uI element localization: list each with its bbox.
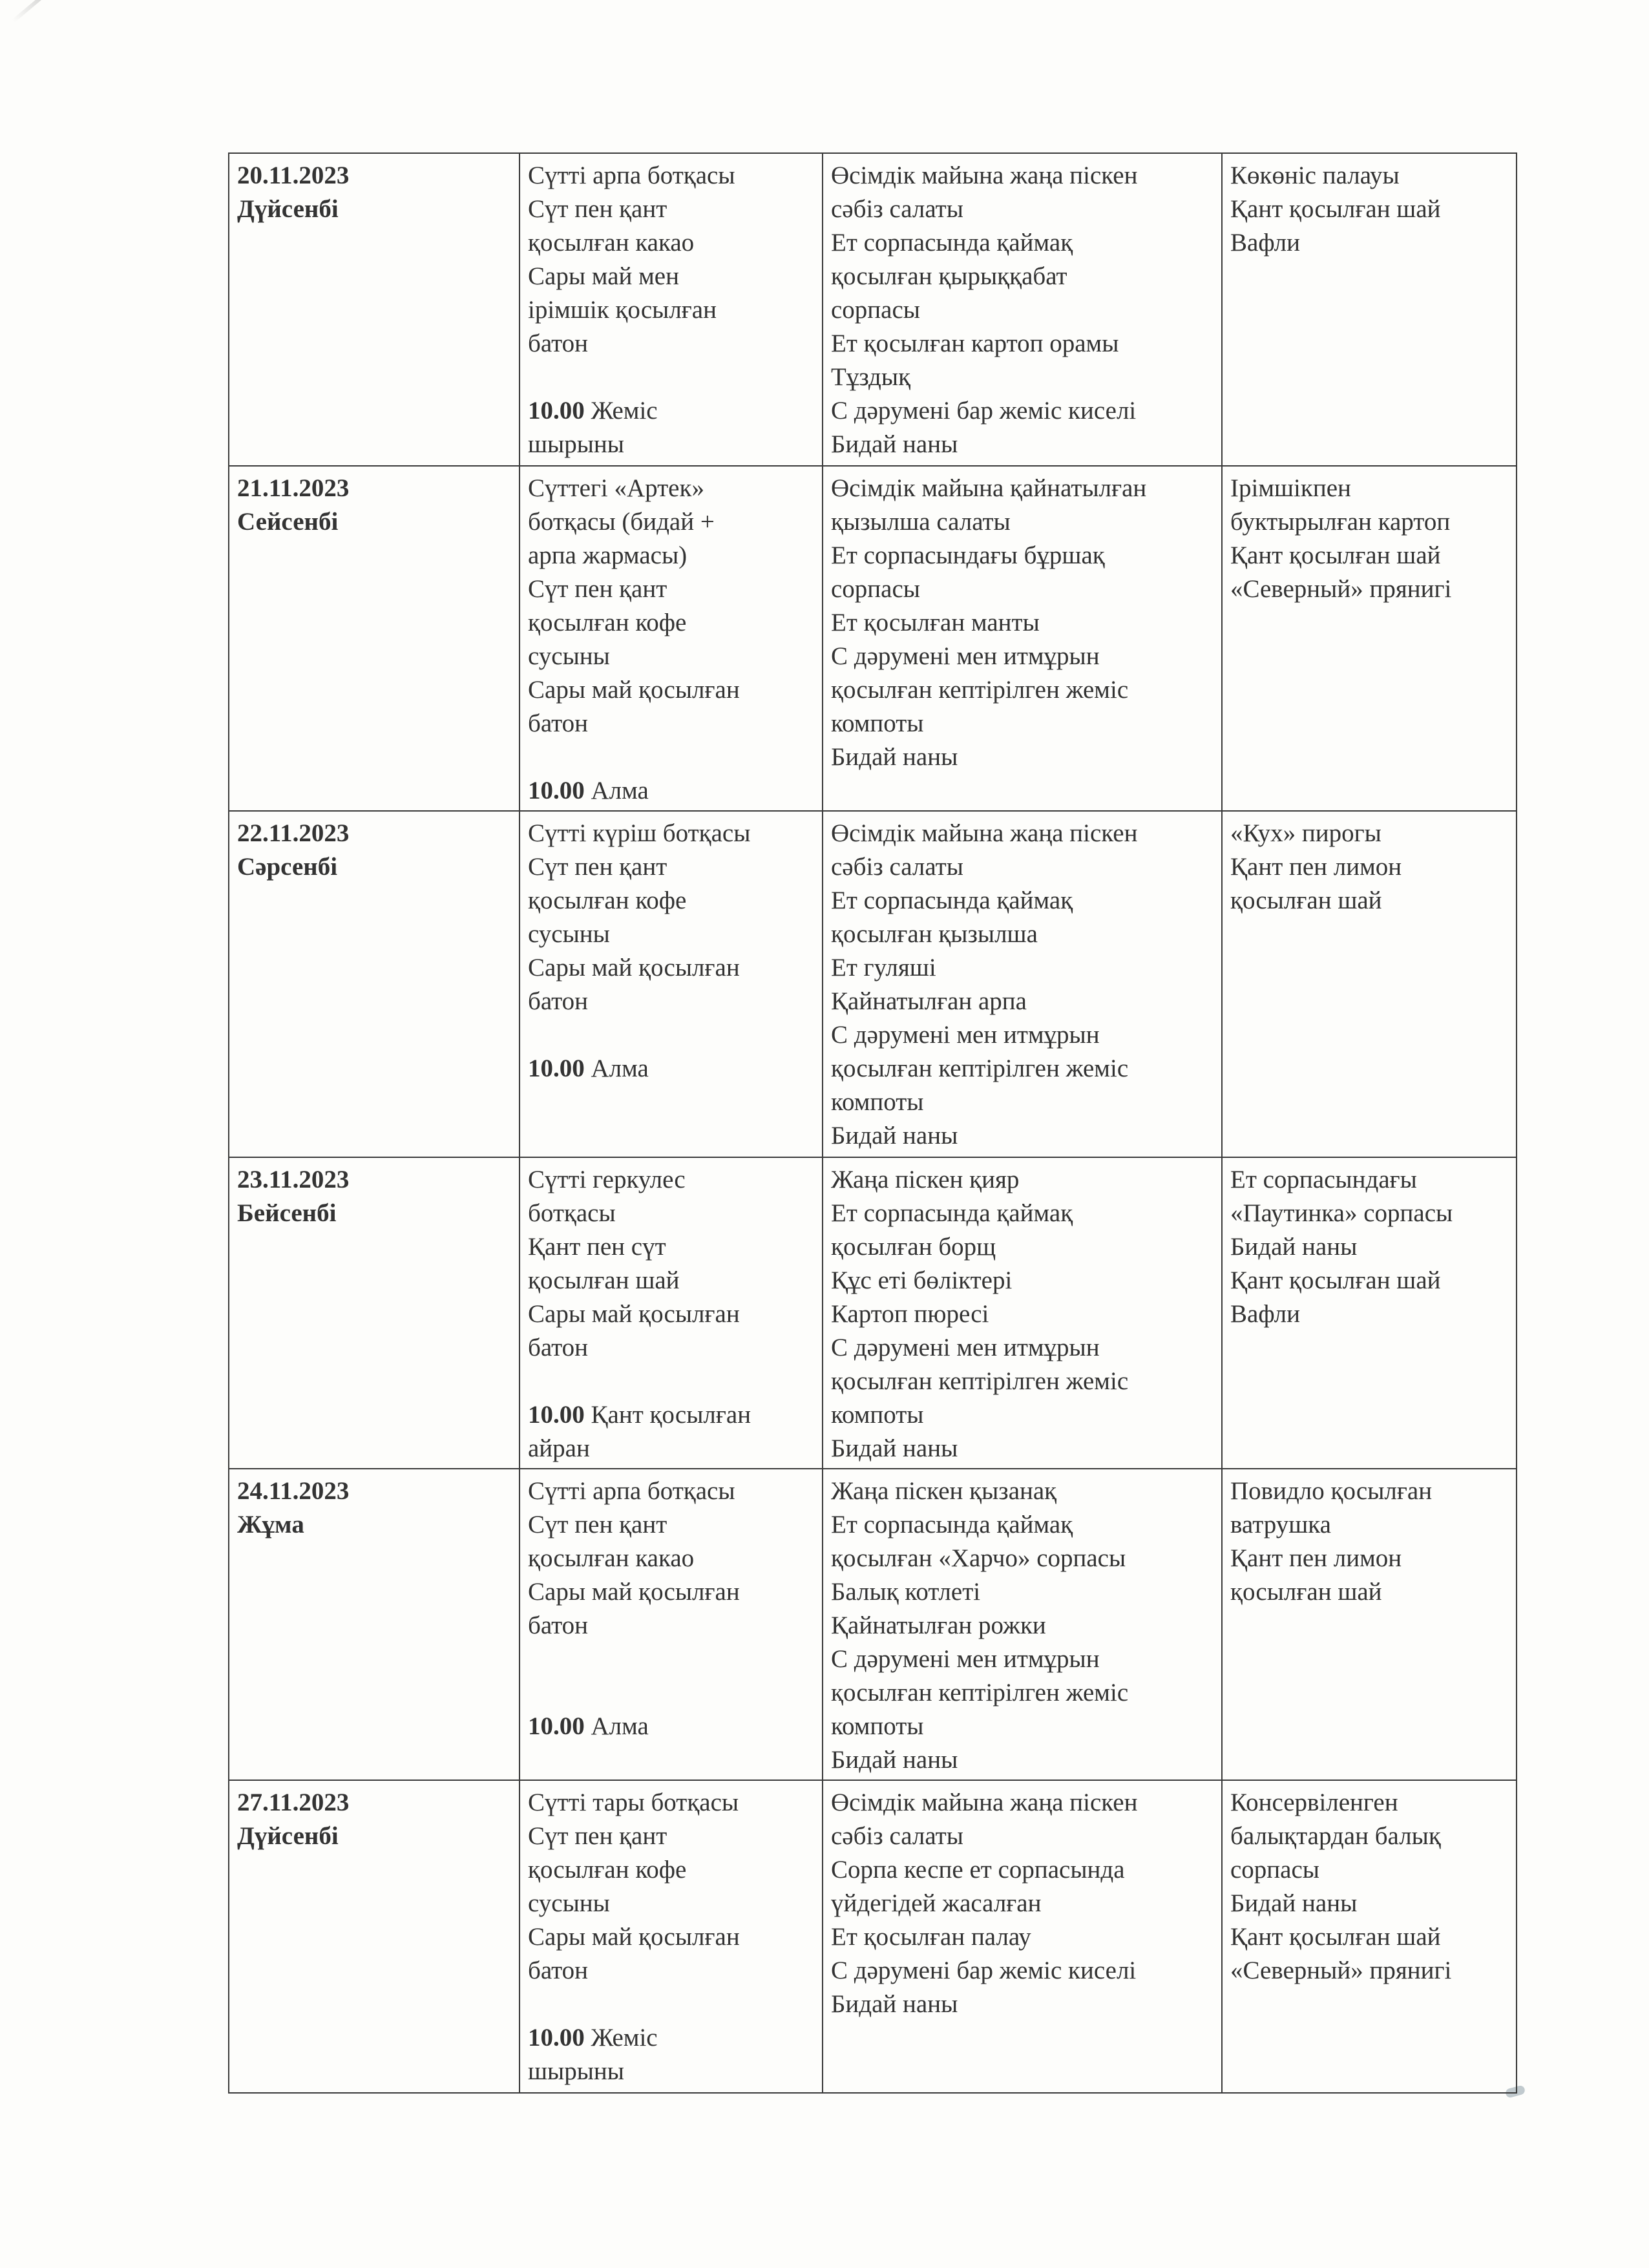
- menu-item-line: сусыны: [528, 642, 610, 670]
- snack-item: айран: [528, 1434, 590, 1462]
- snack-line: [528, 1052, 814, 1086]
- menu-row: [229, 1469, 1517, 1780]
- menu-item-line: Сары май мен: [528, 262, 679, 290]
- menu-item-line: Сүт пен қант: [528, 195, 667, 223]
- menu-item-line: қосылған борщ: [831, 1233, 996, 1261]
- menu-item-line: Қайнатылған рожки: [831, 1612, 1046, 1639]
- menu-item-line: сорпасы: [831, 575, 921, 603]
- snack-line: [528, 1710, 814, 1743]
- menu-item-line: Ет гуляші: [831, 954, 936, 982]
- menu-item-line: сорпасы: [831, 296, 921, 324]
- menu-item-line: арпа жармасы): [528, 541, 688, 569]
- menu-item-line: Картоп пюресі: [831, 1300, 989, 1328]
- menu-item-line: қосылған қырыққабат: [831, 262, 1067, 290]
- menu-item-line: компоты: [831, 1712, 924, 1740]
- menu-item-line: қосылған какао: [528, 1544, 695, 1572]
- menu-item-line: Сүтті арпа ботқасы: [528, 1477, 735, 1505]
- menu-item-line: Консервіленген: [1230, 1789, 1398, 1816]
- menu-row: [229, 1780, 1517, 2093]
- menu-item-line: Вафли: [1230, 1300, 1300, 1328]
- menu-row: [229, 153, 1517, 466]
- date-cell: [229, 1469, 520, 1780]
- menu-table-body: [229, 153, 1517, 2093]
- date-text: 21.11.2023: [237, 474, 350, 502]
- menu-item-line: Қант қосылған шай: [1230, 1923, 1441, 1951]
- snack-line: [528, 1398, 814, 1432]
- date-cell: [229, 811, 520, 1157]
- menu-item-line: қызылша салаты: [831, 508, 1011, 536]
- menu-row: [229, 1157, 1517, 1469]
- menu-item-line: Құс еті бөліктері: [831, 1266, 1013, 1294]
- menu-item-line: С дәрумені бар жеміс киселі: [831, 397, 1137, 425]
- menu-item-line: Көкөніс палауы: [1230, 162, 1400, 189]
- menu-item-line: «Северный» прянигі: [1230, 1957, 1452, 1984]
- menu-item-line: қосылған «Харчо» сорпасы: [831, 1544, 1126, 1572]
- menu-item-line: қосылған кептірілген жеміс: [831, 1679, 1129, 1706]
- menu-item-line: Сүтті күріш ботқасы: [528, 819, 751, 847]
- menu-item-line: С дәрумені мен итмұрын: [831, 1334, 1100, 1361]
- menu-item-line: қосылған кофе: [528, 609, 687, 636]
- snack-item: Жеміс: [591, 2024, 658, 2052]
- weekday-text: Дүйсенбі: [237, 1822, 339, 1850]
- date-text: 22.11.2023: [237, 819, 350, 847]
- menu-item-line: Өсімдік майына жаңа піскен: [831, 1789, 1138, 1816]
- menu-item-line: «Кух» пирогы: [1230, 819, 1381, 847]
- snack-line: [528, 2021, 814, 2055]
- menu-item-line: Сары май қосылған: [528, 1923, 740, 1951]
- lunch-cell: [823, 1780, 1222, 2093]
- menu-item-line: Сүтті геркулес: [528, 1166, 686, 1193]
- breakfast-cell: [520, 1780, 823, 2093]
- menu-item-line: «Паутинка» сорпасы: [1230, 1199, 1453, 1227]
- menu-item-line: С дәрумені мен итмұрын: [831, 1021, 1100, 1049]
- lunch-cell: [823, 1157, 1222, 1469]
- date-text: 23.11.2023: [237, 1166, 350, 1193]
- menu-item-line: Бидай наны: [831, 1990, 958, 2018]
- menu-item-line: батон: [528, 1334, 589, 1361]
- menu-item-line: батон: [528, 1957, 589, 1984]
- menu-item-line: қосылған шай: [1230, 1578, 1382, 1606]
- menu-item-line: Повидло қосылған: [1230, 1477, 1433, 1505]
- snack-line: [528, 774, 814, 808]
- menu-item-line: Сорпа кеспе ет сорпасында: [831, 1856, 1125, 1884]
- date-text: 24.11.2023: [237, 1477, 350, 1505]
- menu-item-line: сусыны: [528, 1889, 610, 1917]
- snack-item: Жеміс: [591, 397, 658, 425]
- afternoon-snack-cell: [1222, 811, 1517, 1157]
- snack-gap: [528, 1988, 814, 2021]
- menu-item-line: Жаңа піскен қияр: [831, 1166, 1020, 1193]
- snack-gap: [528, 1018, 814, 1052]
- menu-item-line: Қант қосылған шай: [1230, 1266, 1441, 1294]
- breakfast-cell: [520, 1157, 823, 1469]
- menu-item-line: Сары май қосылған: [528, 954, 740, 982]
- menu-item-line: компоты: [831, 1088, 924, 1116]
- menu-item-line: Сүт пен қант: [528, 1822, 667, 1850]
- lunch-cell: [823, 153, 1222, 466]
- menu-item-line: батон: [528, 987, 589, 1015]
- menu-item-line: үйдегідей жасалған: [831, 1889, 1042, 1917]
- weekday-text: Бейсенбі: [237, 1199, 337, 1227]
- afternoon-snack-cell: [1222, 1157, 1517, 1469]
- menu-item-line: Ірімшікпен: [1230, 474, 1351, 502]
- snack-line: [528, 428, 814, 461]
- menu-item-line: Бидай наны: [1230, 1233, 1358, 1261]
- snack-item: Алма: [591, 1712, 649, 1740]
- menu-item-line: Сүтті тары ботқасы: [528, 1789, 739, 1816]
- snack-gap: [528, 740, 814, 774]
- menu-item-line: қосылған кептірілген жеміс: [831, 1055, 1129, 1082]
- snack-item: шырыны: [528, 2057, 625, 2085]
- menu-item-line: «Северный» прянигі: [1230, 575, 1452, 603]
- weekday-text: Сейсенбі: [237, 508, 339, 536]
- snack-item: шырыны: [528, 430, 625, 458]
- weekday-text: Сәрсенбі: [237, 853, 338, 881]
- date-cell: [229, 153, 520, 466]
- menu-item-line: сәбіз салаты: [831, 1822, 963, 1850]
- menu-item-line: балықтардан балық: [1230, 1822, 1441, 1850]
- menu-item-line: Бидай наны: [831, 743, 958, 771]
- weekday-text: Жұма: [237, 1511, 304, 1538]
- lunch-cell: [823, 466, 1222, 811]
- menu-item-line: С дәрумені мен итмұрын: [831, 642, 1100, 670]
- menu-item-line: Сары май қосылған: [528, 1300, 740, 1328]
- snack-time: 10.00: [528, 2024, 585, 2052]
- menu-item-line: буктырылған картоп: [1230, 508, 1451, 536]
- menu-item-line: Сүт пен қант: [528, 1511, 667, 1538]
- menu-item-line: Сүтті арпа ботқасы: [528, 162, 735, 189]
- snack-gap: [528, 1365, 814, 1398]
- menu-item-line: сәбіз салаты: [831, 195, 963, 223]
- menu-item-line: қосылған какао: [528, 229, 695, 257]
- menu-item-line: С дәрумені бар жеміс киселі: [831, 1957, 1137, 1984]
- menu-item-line: қосылған кептірілген жеміс: [831, 676, 1129, 704]
- menu-item-line: Ет сорпасында қаймақ: [831, 1199, 1073, 1227]
- menu-item-line: қосылған кофе: [528, 1856, 687, 1884]
- menu-item-line: Жаңа піскен қызанақ: [831, 1477, 1057, 1505]
- snack-time: 10.00: [528, 1055, 585, 1082]
- lunch-cell: [823, 1469, 1222, 1780]
- lunch-cell: [823, 811, 1222, 1157]
- snack-gap: [528, 1643, 814, 1710]
- snack-line: [528, 2055, 814, 2088]
- menu-item-line: Сүт пен қант: [528, 575, 667, 603]
- menu-row: [229, 466, 1517, 811]
- menu-item-line: Тұздық: [831, 363, 911, 391]
- date-text: 20.11.2023: [237, 162, 350, 189]
- menu-item-line: Өсімдік майына қайнатылған: [831, 474, 1147, 502]
- menu-item-line: батон: [528, 1612, 589, 1639]
- menu-item-line: қосылған кофе: [528, 887, 687, 914]
- menu-item-line: Ет сорпасындағы бұршақ: [831, 541, 1105, 569]
- menu-item-line: Бидай наны: [831, 430, 958, 458]
- menu-item-line: Бидай наны: [831, 1434, 958, 1462]
- snack-item: Алма: [591, 777, 649, 804]
- menu-item-line: Ет қосылған картоп орамы: [831, 330, 1119, 357]
- menu-item-line: сусыны: [528, 920, 610, 948]
- menu-item-line: Ет қосылған палау: [831, 1923, 1031, 1951]
- breakfast-cell: [520, 1469, 823, 1780]
- snack-time: 10.00: [528, 1712, 585, 1740]
- menu-item-line: Сүт пен қант: [528, 853, 667, 881]
- snack-gap: [528, 361, 814, 394]
- date-cell: [229, 466, 520, 811]
- menu-item-line: қосылған қызылша: [831, 920, 1038, 948]
- menu-item-line: Ет сорпасындағы: [1230, 1166, 1417, 1193]
- menu-item-line: қосылған шай: [528, 1266, 680, 1294]
- menu-item-line: Өсімдік майына жаңа піскен: [831, 162, 1138, 189]
- scan-artifact-streak: [12, 0, 128, 23]
- menu-item-line: Бидай наны: [831, 1746, 958, 1774]
- date-text: 27.11.2023: [237, 1789, 350, 1816]
- snack-time: 10.00: [528, 777, 585, 804]
- menu-item-line: Сары май қосылған: [528, 676, 740, 704]
- menu-item-line: сорпасы: [1230, 1856, 1320, 1884]
- afternoon-snack-cell: [1222, 1469, 1517, 1780]
- menu-item-line: Вафли: [1230, 229, 1300, 257]
- menu-item-line: сәбіз салаты: [831, 853, 963, 881]
- menu-item-line: Ет сорпасында қаймақ: [831, 887, 1073, 914]
- breakfast-cell: [520, 466, 823, 811]
- menu-item-line: Бидай наны: [1230, 1889, 1358, 1917]
- menu-item-line: Ет сорпасында қаймақ: [831, 1511, 1073, 1538]
- menu-item-line: компоты: [831, 1401, 924, 1429]
- menu-item-line: ірімшік қосылған: [528, 296, 717, 324]
- afternoon-snack-cell: [1222, 466, 1517, 811]
- menu-item-line: Балық котлеті: [831, 1578, 981, 1606]
- snack-time: 10.00: [528, 1401, 585, 1429]
- snack-item: Қант қосылған: [591, 1401, 751, 1429]
- snack-time: 10.00: [528, 397, 585, 425]
- menu-item-line: Қайнатылған арпа: [831, 987, 1027, 1015]
- menu-item-line: Өсімдік майына жаңа піскен: [831, 819, 1138, 847]
- menu-item-line: ватрушка: [1230, 1511, 1331, 1538]
- snack-line: [528, 394, 814, 428]
- menu-item-line: Қант қосылған шай: [1230, 195, 1441, 223]
- menu-item-line: Сары май қосылған: [528, 1578, 740, 1606]
- weekly-menu-table: [228, 152, 1517, 2094]
- menu-item-line: Қант қосылған шай: [1230, 541, 1441, 569]
- afternoon-snack-cell: [1222, 153, 1517, 466]
- menu-item-line: қосылған шай: [1230, 887, 1382, 914]
- weekday-text: Дүйсенбі: [237, 195, 339, 223]
- snack-item: Алма: [591, 1055, 649, 1082]
- menu-item-line: Қант пен лимон: [1230, 1544, 1402, 1572]
- menu-item-line: батон: [528, 709, 589, 737]
- date-cell: [229, 1157, 520, 1469]
- menu-item-line: Сүттегі «Артек»: [528, 474, 704, 502]
- menu-item-line: Қант пен лимон: [1230, 853, 1402, 881]
- menu-item-line: компоты: [831, 709, 924, 737]
- menu-item-line: С дәрумені мен итмұрын: [831, 1645, 1100, 1673]
- menu-row: [229, 811, 1517, 1157]
- menu-item-line: қосылған кептірілген жеміс: [831, 1367, 1129, 1395]
- menu-item-line: ботқасы: [528, 1199, 616, 1227]
- menu-item-line: ботқасы (бидай +: [528, 508, 715, 536]
- menu-item-line: батон: [528, 330, 589, 357]
- breakfast-cell: [520, 153, 823, 466]
- snack-line: [528, 1432, 814, 1465]
- date-cell: [229, 1780, 520, 2093]
- menu-item-line: Ет сорпасында қаймақ: [831, 229, 1073, 257]
- menu-item-line: Ет қосылған манты: [831, 609, 1040, 636]
- menu-item-line: Қант пен сүт: [528, 1233, 666, 1261]
- afternoon-snack-cell: [1222, 1780, 1517, 2093]
- breakfast-cell: [520, 811, 823, 1157]
- menu-item-line: Бидай наны: [831, 1122, 958, 1150]
